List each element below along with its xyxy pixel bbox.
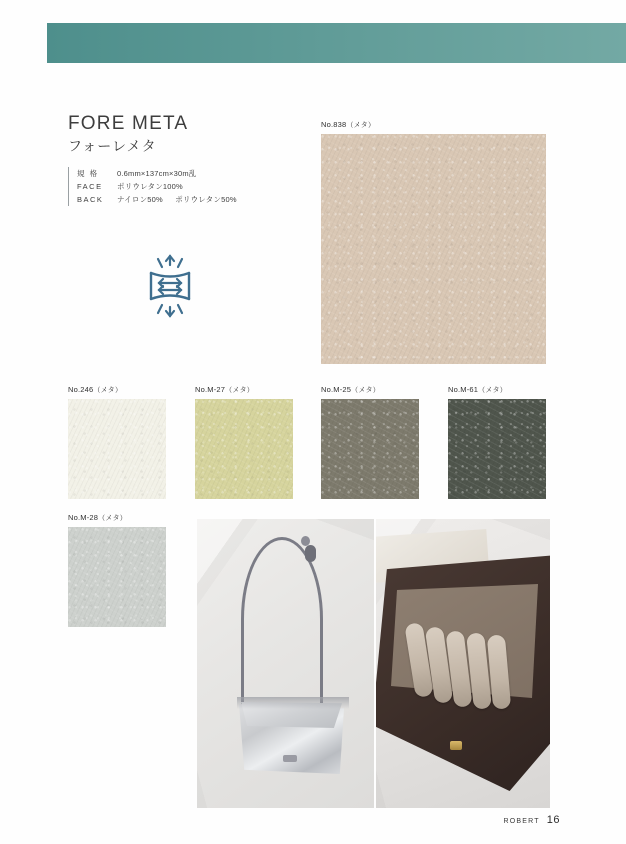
spec-value: 0.6mm×137cm×30m乱 xyxy=(117,168,197,178)
silver-shoulder-bag-photo xyxy=(197,519,374,808)
swatch-246[interactable] xyxy=(68,385,166,499)
spec-row xyxy=(77,167,298,180)
swatch-m-28[interactable] xyxy=(68,513,166,627)
swatch-chip xyxy=(68,399,166,499)
swatch-meta: （メタ） xyxy=(93,387,123,394)
swatch-meta: （メタ） xyxy=(346,122,376,129)
swatch-m-61[interactable] xyxy=(448,385,546,499)
jewelry-box-photo xyxy=(376,519,550,808)
page-footer xyxy=(504,814,561,826)
swatch-chip xyxy=(195,399,293,499)
swatch-code: No.M-61 xyxy=(448,385,479,394)
swatch-code: No.M-27 xyxy=(195,385,226,394)
spec-key: FACE xyxy=(77,181,103,191)
page-title-jp: フォーレメタ xyxy=(68,137,157,154)
header-color-band xyxy=(47,23,626,63)
brand-name: ROBERT xyxy=(503,818,540,825)
spec-value: ナイロン50% xyxy=(117,194,163,204)
swatch-chip xyxy=(321,399,419,499)
swatch-label xyxy=(68,513,166,523)
swatch-m-25[interactable] xyxy=(321,385,419,499)
swatch-code: No.838 xyxy=(321,120,347,129)
spec-key: BACK xyxy=(77,194,104,204)
stretch-two-way-icon xyxy=(137,253,203,319)
swatch-chip xyxy=(68,527,166,627)
swatch-chip xyxy=(448,399,546,499)
swatch-meta: （メタ） xyxy=(225,387,254,394)
swatch-label xyxy=(448,385,546,395)
page-title-en: FORE META xyxy=(68,113,189,134)
page-number: 16 xyxy=(546,814,560,826)
title-block xyxy=(68,113,298,206)
specification-table xyxy=(68,167,298,206)
swatch-m-27[interactable] xyxy=(195,385,293,499)
swatch-code: No.246 xyxy=(68,385,94,394)
swatch-label xyxy=(321,120,546,130)
swatch-label xyxy=(68,385,166,395)
swatch-label xyxy=(321,385,419,395)
swatch-chip xyxy=(321,134,546,364)
box-lock-icon xyxy=(450,741,462,750)
swatch-838[interactable] xyxy=(321,120,546,364)
swatch-label xyxy=(195,385,293,395)
spec-value: ポリウレタン100% xyxy=(117,181,183,191)
spec-value-secondary: ポリウレタン50% xyxy=(175,194,237,204)
spec-row xyxy=(77,193,298,206)
swatch-code: No.M-25 xyxy=(321,385,352,394)
swatch-meta: （メタ） xyxy=(98,515,127,522)
swatch-meta: （メタ） xyxy=(478,387,507,394)
spec-row xyxy=(77,180,298,193)
swatch-meta: （メタ） xyxy=(351,387,380,394)
swatch-code: No.M-28 xyxy=(68,513,99,522)
spec-key: 規 格 xyxy=(77,168,99,178)
